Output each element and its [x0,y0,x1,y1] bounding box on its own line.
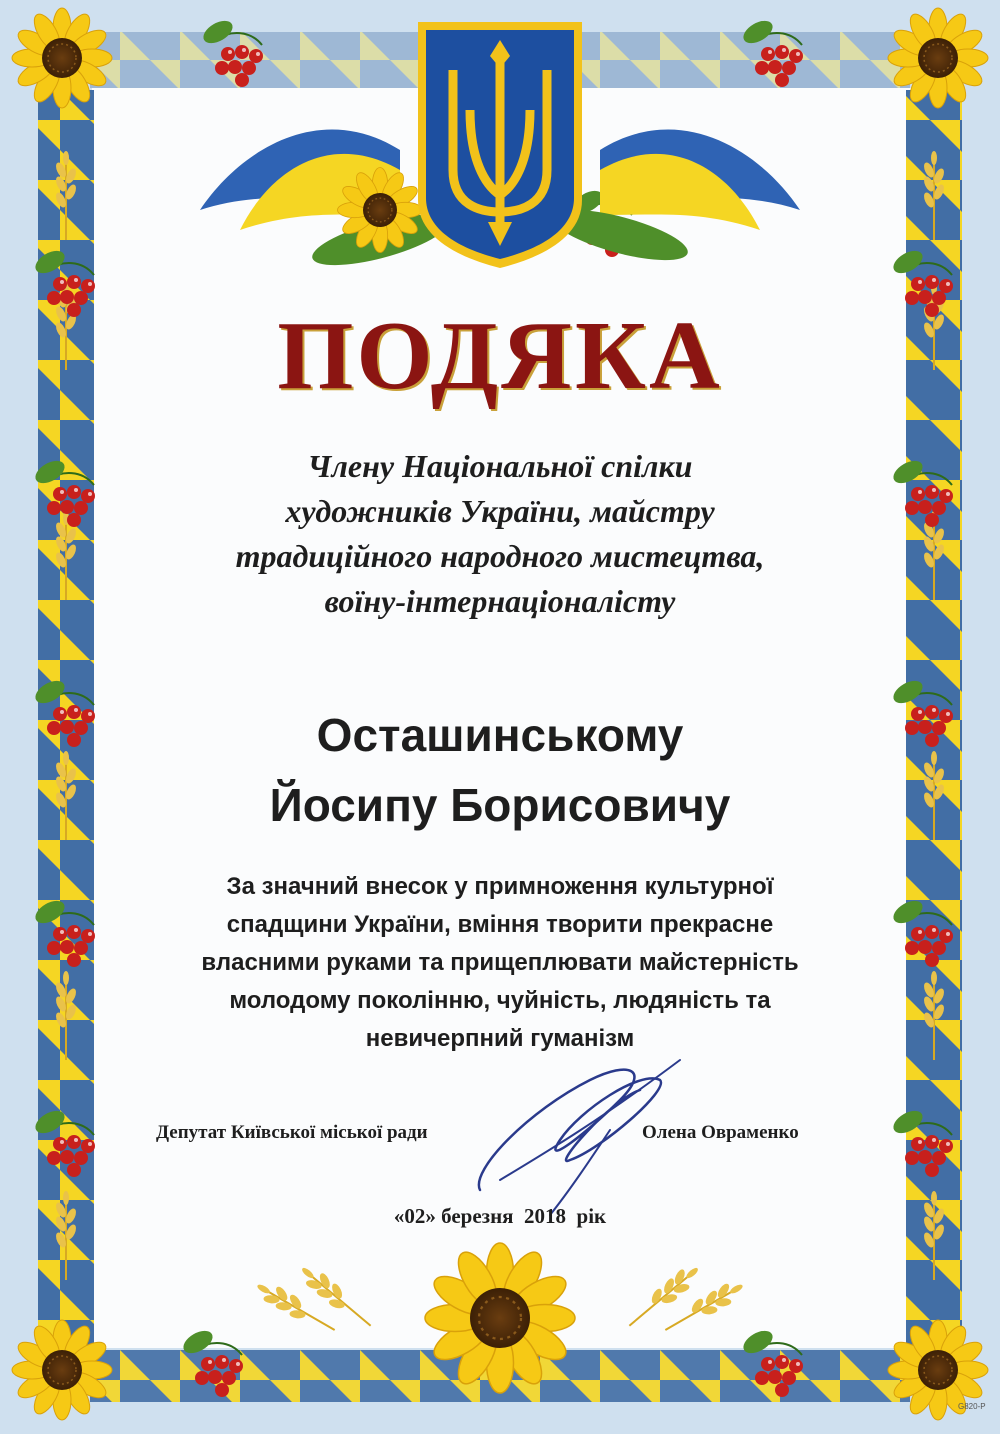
document-date: «02» березня 2018 рік [393,1204,607,1228]
subtitle-line: традиційного народного мистецтва, [235,538,765,574]
print-code: G820-P [958,1402,986,1411]
signer-name: Олена Овраменко [642,1122,799,1143]
trident-emblem [418,22,582,268]
signer-position: Депутат Київської міської ради [156,1122,428,1143]
subtitle-line: Члену Національної спілки [307,448,693,484]
body-line: За значний внесок у примноження культурної [226,873,774,900]
recipient-surname: Осташинському [316,709,684,761]
handwritten-signature [440,1020,690,1220]
recipient-name [120,700,880,840]
body-line: молодому поколінню, чуйність, людяність та [229,987,771,1014]
recipient-given-names: Йосипу Борисовичу [269,779,731,831]
body-line: власними руками та прищеплювати майстерність [201,949,799,976]
document-title: ПОДЯКА [277,302,723,410]
recipient-description [150,444,850,624]
body-line: спадщини України, вміння творити прекрасне [226,911,774,938]
subtitle-line: художників України, майстру [285,493,715,529]
subtitle-line: воїну-інтернаціоналісту [324,583,676,619]
body-line: невичерпний гуманізм [365,1025,635,1052]
